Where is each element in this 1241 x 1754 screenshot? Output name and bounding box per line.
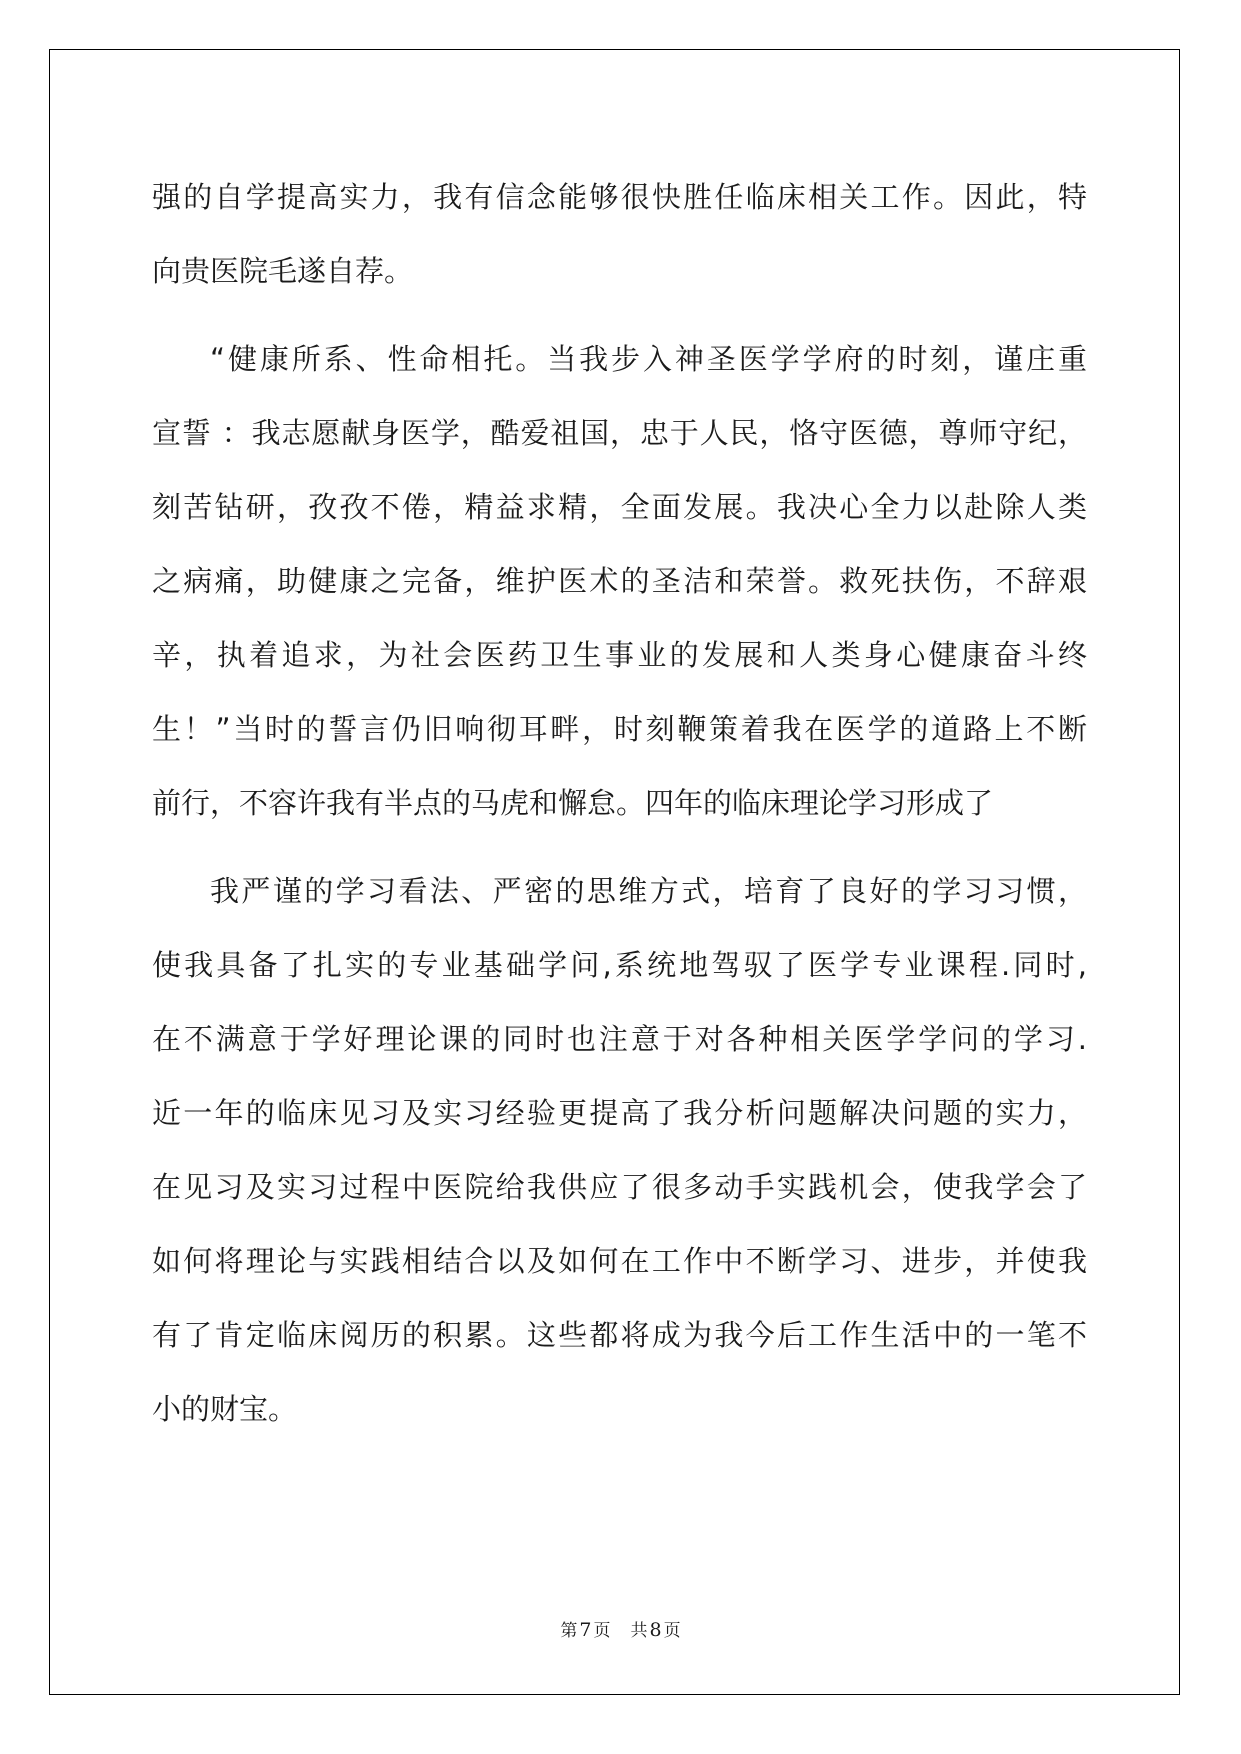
- total-prefix: 共: [630, 1621, 648, 1641]
- page-footer: [0, 1616, 1241, 1641]
- text-line: 强的自学提高实力，我有信念能够很快胜任临床相关工作。因此，特: [152, 180, 1087, 214]
- text-line: 向贵医院毛遂自荐。: [152, 254, 414, 288]
- text-line: 使我具备了扎实的专业基础学问,系统地驾驭了医学专业课程.同时,: [152, 948, 1087, 982]
- page-prefix: 第: [560, 1621, 578, 1641]
- paragraph: [152, 854, 1087, 1446]
- text-line: 之病痛，助健康之完备，维护医术的圣洁和荣誉。救死扶伤，不辞艰: [152, 564, 1087, 598]
- paragraph: [152, 160, 1087, 308]
- paragraph: [152, 322, 1087, 840]
- text-line: 近一年的临床见习及实习经验更提高了我分析问题解决问题的实力，: [152, 1096, 1087, 1130]
- text-line: 宣誓 ：我志愿献身医学，酷爱祖国，忠于人民，恪守医德，尊师守纪，: [152, 416, 1087, 450]
- text-line: 生！”当时的誓言仍旧响彻耳畔，时刻鞭策着我在医学的道路上不断: [152, 712, 1087, 746]
- text-line: 有了肯定临床阅历的积累。这些都将成为我今后工作生活中的一笔不: [152, 1318, 1087, 1352]
- text-line: 小的财宝。: [152, 1392, 298, 1426]
- text-line: 在见习及实习过程中医院给我供应了很多动手实践机会，使我学会了: [152, 1170, 1087, 1204]
- text-line: 在不满意于学好理论课的同时也注意于对各种相关医学学问的学习.: [152, 1022, 1087, 1056]
- text-line: 如何将理论与实践相结合以及如何在工作中不断学习、进步，并使我: [152, 1244, 1087, 1278]
- text-line: 刻苦钻研，孜孜不倦，精益求精，全面发展。我决心全力以赴除人类: [152, 490, 1087, 524]
- text-line: 前行，不容许我有半点的马虎和懈怠。四年的临床理论学习形成了: [152, 786, 994, 820]
- text-line: “健康所系、性命相托。当我步入神圣医学学府的时刻，谨庄重: [210, 342, 1087, 376]
- page-suffix: 页: [593, 1621, 611, 1641]
- document-body: [152, 160, 1087, 1446]
- text-line: 辛，执着追求，为社会医药卫生事业的发展和人类身心健康奋斗终: [152, 638, 1087, 672]
- current-page-number: 7: [579, 1619, 592, 1641]
- text-line: 我严谨的学习看法、严密的思维方式，培育了良好的学习习惯，: [210, 874, 1087, 908]
- total-suffix: 页: [663, 1621, 681, 1641]
- total-page-count: 8: [649, 1619, 662, 1641]
